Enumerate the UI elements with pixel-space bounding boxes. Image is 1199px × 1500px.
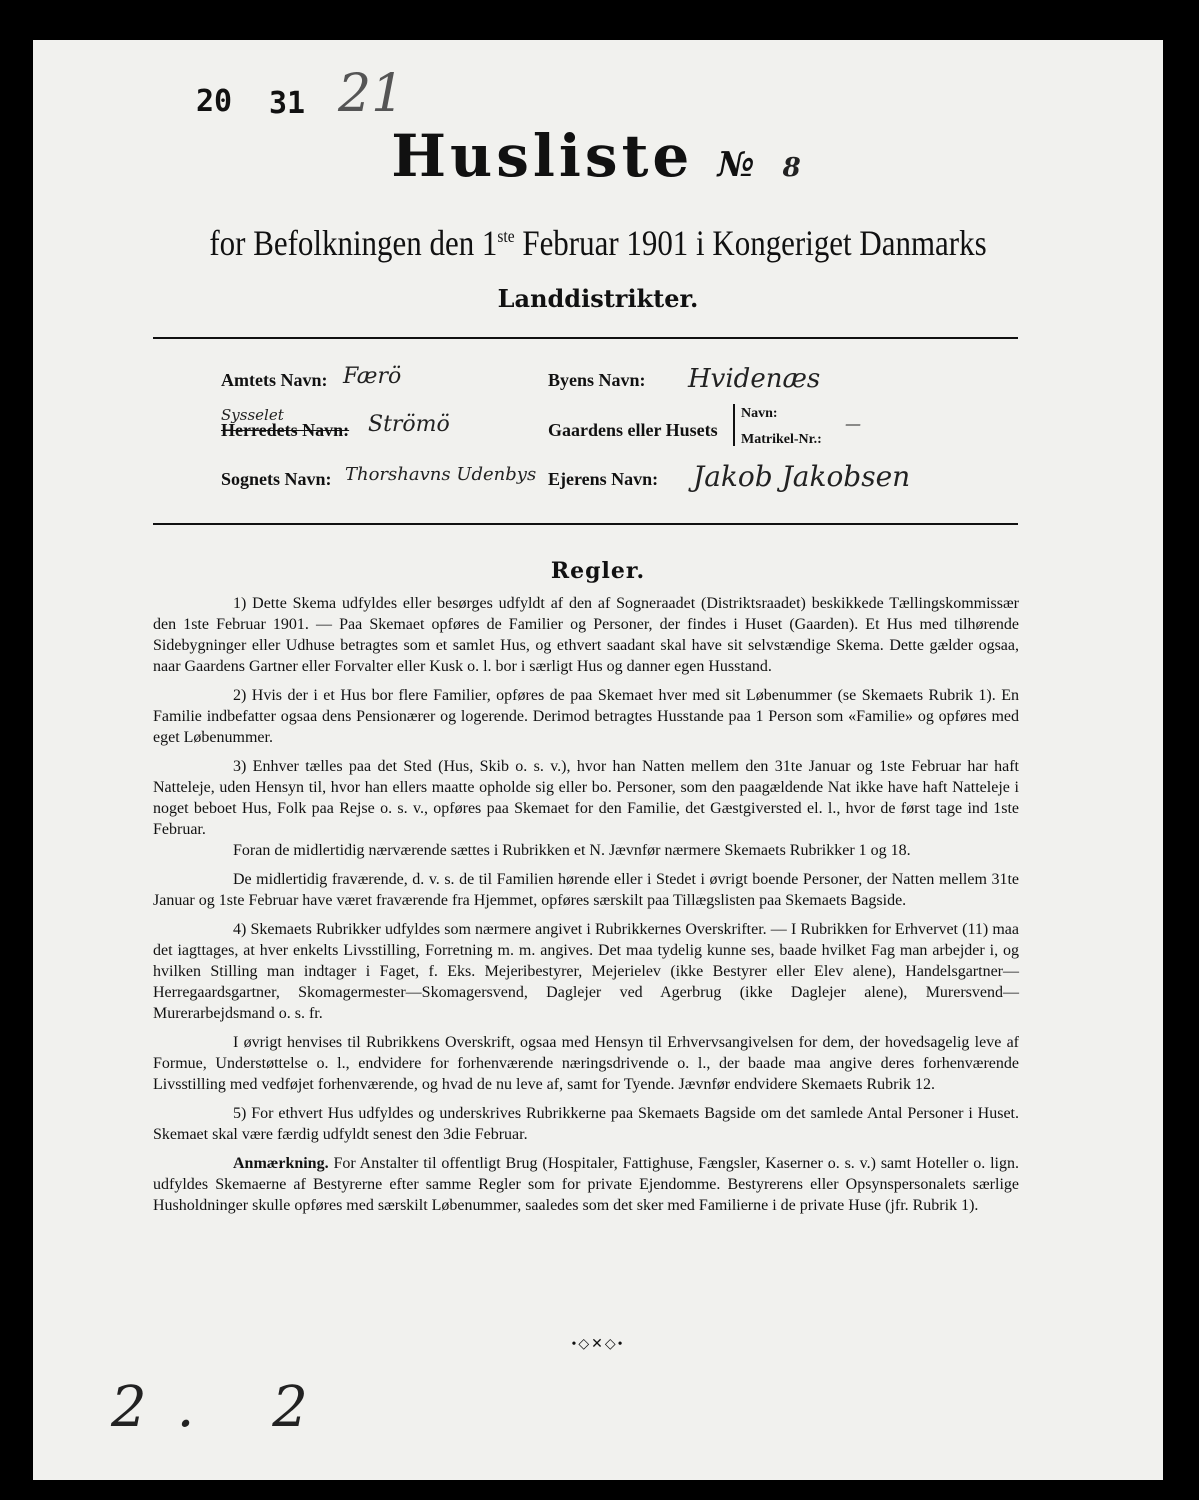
navn-value: — [845,414,861,433]
rules-body [153,593,1019,1224]
subtitle-post: Februar 1901 i Kongeriget Danmarks [514,223,987,263]
rule-3b: Foran de midlertidig nærværende sættes i Rubrikken et N. Jævnfør nærmere Skemaets Rubrikker 1 og 18. [233,842,911,859]
herred-label: Herredets Navn: [221,420,350,440]
by-value: Hvidenæs [688,364,821,394]
ejer-value: Jakob Jakobsen [693,460,911,493]
bottom-divider [153,523,1018,525]
rule-3: 3) Enhver tælles paa det Sted (Hus, Skib o. s. v.), hvor han Natten mellem den 31te Januar og 1ste Februar har haft Natteleje, uden Hensyn til, hvor han ellers maatte opholde sig eller bo. Personer, som den paagældende Nat ikke have haft Natteleje i noget beboet Hus, Folk paa Rejse o. s. v., opføres paa Skemaet for den Familie, det Gæstgiversted el. l., hvor de først tage ind 1ste Februar. [153,758,1019,838]
amt-value: Færö [343,364,402,389]
footer-handwritten: 2. 2 [111,1375,338,1440]
district-type: Landdistrikter. [497,284,699,313]
ornament-divider: •◇✕◇• [571,1337,625,1352]
number-sign: № [717,145,759,185]
remark-text: For Anstalter til offentligt Brug (Hospitaler, Fattighuse, Fængsler, Kaserner o. s. v.) samt Hoteller o. lign. udfyldes Skemaerne af Bestyrerne efter samme Regler som for private Ejendomme. Bestyrerens eller Opsynspersonalets særlige Husholdninger skulle opføres med særskilt Løbenummer, saaledes som det sker med Familierne i de private Huse (jfr. Rubrik 1). [153,1155,1019,1214]
rule-2: 2) Hvis der i et Hus bor flere Familier, opføres de paa Skemaet hver med sit Løbenummer (se Skemaets Rubrik 1). En Familie indbefatter ogsaa dens Pensionærer og logerende. Derimod betragtes Husstande paa 1 Person som «Familie» og opføres med eget Løbenummer. [153,687,1019,746]
stamp-number-right: 31 [269,86,306,121]
navn-label: Navn: [741,406,778,421]
form-title [33,122,1163,190]
ejer-label: Ejerens Navn: [548,469,659,489]
rule-4b: I øvrigt henvises til Rubrikkens Overskrift, ogsaa med Hensyn til Erhvervsangivelsen for dem, der hovedsagelig leve af Formue, Understøttelse o. l., endvidere for forhenværende næringsdrivende o. l., der baade maa angive deres forhenværende Livsstilling med vedføjet forhenværende, og hvad de nu leve af, samt for Tyende. Jævnfør endvidere Skemaets Rubrik 12. [153,1034,1019,1093]
remark-label: Anmærkning. [233,1155,329,1172]
rule-3c: De midlertidig fraværende, d. v. s. de til Familien hørende eller i Stedet i øvrigt boende Personer, der Natten mellem 31te Januar og 1ste Februar have været fraværende fra Hjemmet, opføres særskilt paa Tillægslisten paa Skemaets Bagside. [153,871,1019,909]
matrikel-label: Matrikel-Nr.: [741,432,822,447]
subtitle-sup: ste [497,226,515,246]
form-subtitle [112,222,1084,264]
stamp-number-left: 20 [196,84,233,119]
top-divider [153,337,1018,339]
title-text: Husliste [391,122,694,190]
by-label: Byens Navn: [548,370,646,390]
sogn-value: Thorshavns Udenbys [345,464,537,485]
herred-value: Strömö [368,412,450,437]
house-number: 8 [782,153,805,183]
sogn-label: Sognets Navn: [221,469,332,489]
remark [153,1153,1019,1216]
subtitle-pre: for Befolkningen den 1 [209,223,498,263]
rules-heading: Regler. [550,558,646,584]
rule-4: 4) Skemaets Rubrikker udfyldes som nærmere angivet i Rubrikkernes Overskrifter. — I Rubrikken for Erhvervet (11) maa det iagttages, at hver enkelts Livsstilling, Forretning m. m. angives. Det maa tydelig kunne ses, baade hvilket Fag man arbejder i, og hvilken Stilling man indtager i Faget, f. Eks. Mejeribestyrer, Mejerielev (ikke Bestyrer eller Elev alene), Handelsgartner—Herregaardsgartner, Skomagermester—Skomagersvend, Daglejer ved Agerbrug (ikke Daglejer alene), Murersvend—Murerarbejdsmand o. s. fr. [153,921,1019,1022]
gaard-label: Gaardens eller Husets [548,420,718,440]
census-form-page [33,40,1163,1480]
field-bracket [733,404,735,446]
rule-1: 1) Dette Skema udfyldes eller besørges udfyldt af den af Sogneraadet (Distriktsraadet) beskikkede Tællingskommissær den 1ste Februar 1901. — Paa Skemaet opføres de Familier og Personer, der findes i Huset (Gaarden). Et Hus med tilhørende Sidebygninger eller Udhuse betragtes som et samlet Hus, og ethvert saadant skal have sit selvstændige Skema. Dette gælder ogsaa, naar Gaardens Gartner eller Forvalter eller Kusk o. l. bor i særligt Hus og danner egen Husstand. [153,595,1019,675]
amt-label: Amtets Navn: [221,370,328,390]
rule-5: 5) For ethvert Hus udfyldes og underskrives Rubrikkerne paa Skemaets Bagside om det samlede Antal Personer i Huset. Skemaet skal være færdig udfyldt senest den 3die Februar. [153,1105,1019,1143]
handwritten-number: 21 [338,64,405,124]
syssel-note: Sysselet [221,406,284,424]
